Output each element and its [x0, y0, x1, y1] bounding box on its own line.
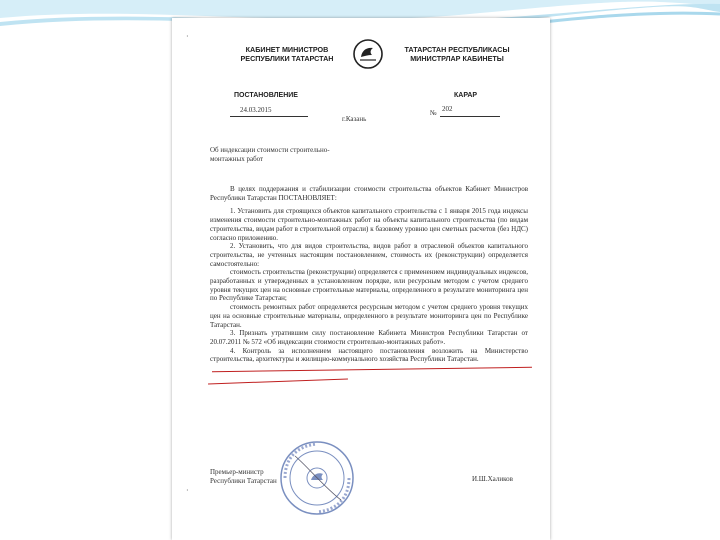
- official-seal-icon: [277, 438, 357, 518]
- doc-date: 24.03.2015: [240, 106, 272, 114]
- margin-mark: ·: [186, 32, 189, 41]
- red-strike-line-1: [212, 367, 532, 373]
- margin-mark: ·: [186, 486, 189, 495]
- header-right: [392, 45, 522, 63]
- header-right-line2: МИНИСТРЛАР КАБИНЕТЫ: [410, 54, 504, 63]
- body-paragraph-7: 4. Контроль за исполнением настоящего постановления возложить на Министерство строительства, архитектуры и жилищно-коммунального хозяйства Республики Татарстан.: [210, 346, 528, 364]
- body-paragraph-2: 1. Установить для строящихся объектов капитального строительства с 1 января 2015 года индексы изменения стоимости строительно-монтажных работ на объекты капитального строительства (по видам строительства, видам работ в строительной отрасли) к базовому уровню цен сметных расчетов (без НДС) согласно приложению.: [210, 207, 528, 242]
- doc-subject: Об индексации стоимости строительно-монтажных работ: [210, 146, 330, 163]
- doc-number: 202: [442, 105, 453, 113]
- body-paragraph-6: 3. Признать утратившим силу постановление Кабинета Министров Республики Татарстан от 20.07.2011 № 572 «Об индексации стоимости строительно-монтажных работ».: [210, 329, 528, 346]
- doc-type-ru: ПОСТАНОВЛЕНИЕ: [234, 92, 298, 99]
- signature-name: И.Ш.Халиков: [472, 475, 513, 483]
- body-paragraph-1: В целях поддержания и стабилизации стоимости строительства объектов Кабинет Министров Республики Татарстан ПОСТАНОВЛЯЕТ:: [210, 185, 528, 202]
- doc-type-tt: КАРАР: [454, 92, 478, 99]
- signature-title-line1: Премьер-министр: [210, 468, 264, 476]
- emblem-icon: [352, 38, 384, 70]
- header-left: [222, 45, 352, 63]
- signature-title: [210, 468, 277, 486]
- doc-place: г.Казань: [342, 115, 367, 123]
- number-sign: №: [430, 109, 437, 117]
- body-paragraph-5: стоимость ремонтных работ определяется ресурсным методом с учетом среднего уровня текущих цен на основные строительные материалы, определенного в результате мониторинга цен по Республике Татарстан.: [210, 303, 528, 329]
- header-left-line1: КАБИНЕТ МИНИСТРОВ: [245, 45, 329, 54]
- date-underline: [230, 116, 308, 117]
- signature-title-line2: Республики Татарстан: [210, 477, 277, 485]
- number-underline: [440, 116, 500, 117]
- header-right-line1: ТАТАРСТАН РЕСПУБЛИКАСЫ: [404, 45, 510, 54]
- doc-body: [210, 185, 528, 364]
- body-paragraph-4: стоимость строительства (реконструкции) определяется с применением индивидуальных индексов, разработанных и утвержденных в установленном порядке, или ресурсным методом с учетом среднего уровня текущих цен на основные строительные материалы, определенного в результате мониторинга цен по Республике Татарстан;: [210, 268, 528, 303]
- header-left-line2: РЕСПУБЛИКИ ТАТАРСТАН: [240, 54, 334, 63]
- body-paragraph-3: 2. Установить, что для видов строительства, видов работ в отраслевой объектов капитального строительства, не учтенных настоящим постановлением, стоимость их (реконструкции) определяется самостоятельно:: [210, 242, 528, 268]
- red-strike-line-2: [208, 379, 348, 385]
- document-page: [172, 18, 550, 540]
